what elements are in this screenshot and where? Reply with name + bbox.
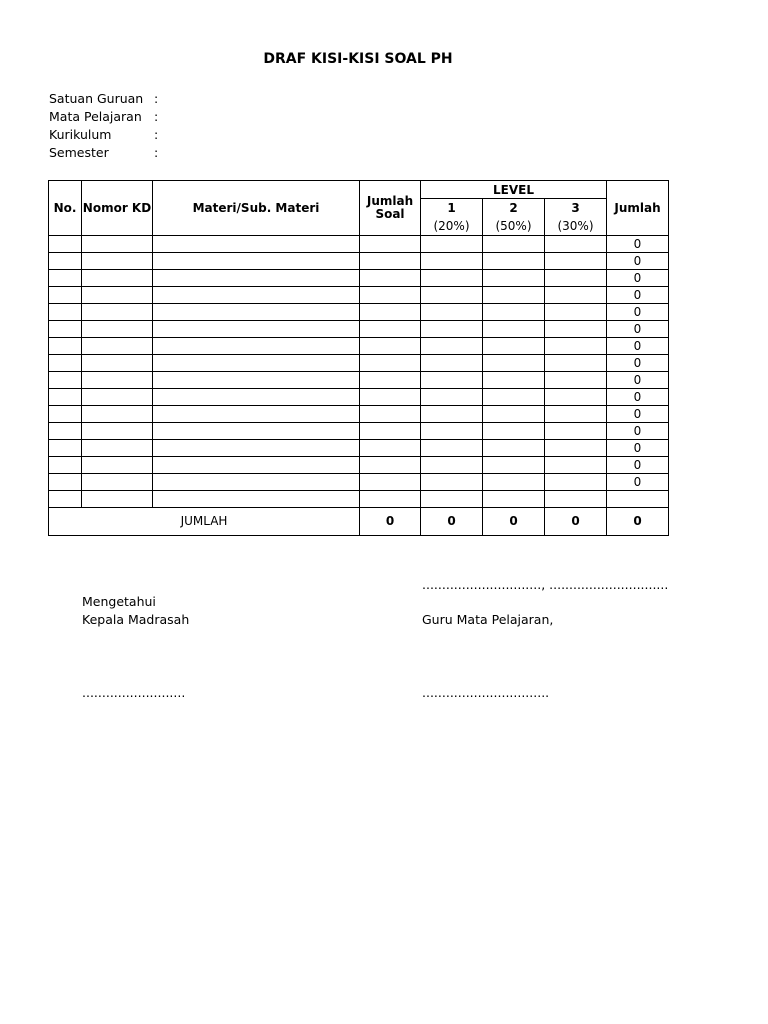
table-cell <box>153 422 360 439</box>
table-cell <box>82 252 153 269</box>
table-cell <box>153 235 360 252</box>
table-cell <box>545 405 607 422</box>
table-cell <box>49 473 82 490</box>
table-cell <box>360 371 421 388</box>
table-cell <box>421 286 483 303</box>
table-cell <box>483 388 545 405</box>
table-cell <box>153 337 360 354</box>
table-cell <box>360 439 421 456</box>
row-jumlah-cell: 0 <box>607 405 669 422</box>
table-cell <box>153 286 360 303</box>
table-cell <box>545 371 607 388</box>
table-cell <box>483 422 545 439</box>
table-cell <box>153 354 360 371</box>
table-cell <box>483 473 545 490</box>
meta-colon: : <box>154 91 159 106</box>
table-cell <box>153 405 360 422</box>
table-cell <box>421 354 483 371</box>
table-row <box>49 473 669 490</box>
row-jumlah-cell: 0 <box>607 235 669 252</box>
signature-right-name: ................................ <box>422 685 550 700</box>
row-jumlah-cell: 0 <box>607 456 669 473</box>
table-cell <box>360 490 421 507</box>
total-level2: 0 <box>483 507 545 535</box>
table-cell <box>82 439 153 456</box>
table-row <box>49 269 669 286</box>
table-row <box>49 388 669 405</box>
table-cell <box>153 320 360 337</box>
table-row <box>49 422 669 439</box>
signature-left-name: .......................... <box>82 685 186 700</box>
header-level2-num: 2 <box>483 199 545 218</box>
table-cell <box>360 303 421 320</box>
table-cell <box>483 439 545 456</box>
document-title: DRAF KISI-KISI SOAL PH <box>263 51 453 67</box>
table-cell <box>483 456 545 473</box>
table-cell <box>82 235 153 252</box>
table-row <box>49 320 669 337</box>
header-level2-pct: (50%) <box>483 217 545 235</box>
header-jumlah-soal-line2: Soal <box>375 206 405 221</box>
header-materi: Materi/Sub. Materi <box>153 181 360 236</box>
table-cell <box>545 388 607 405</box>
table-cell <box>360 320 421 337</box>
meta-label: Mata Pelajaran <box>49 109 142 124</box>
table-cell <box>360 354 421 371</box>
table-cell <box>421 371 483 388</box>
table-cell <box>82 473 153 490</box>
table-cell <box>483 337 545 354</box>
header-jumlah-soal-line1: Jumlah <box>366 193 414 208</box>
table-cell <box>421 320 483 337</box>
row-jumlah-cell: 0 <box>607 252 669 269</box>
header-jumlah: Jumlah <box>607 181 669 236</box>
table-cell <box>82 354 153 371</box>
header-jumlah-soal <box>360 181 421 236</box>
table-row <box>49 439 669 456</box>
table-cell <box>545 354 607 371</box>
kisi-kisi-table <box>48 180 669 536</box>
table-cell <box>82 388 153 405</box>
table-cell <box>153 269 360 286</box>
header-no: No. <box>49 181 82 236</box>
table-cell <box>82 337 153 354</box>
table-cell <box>49 286 82 303</box>
table-cell <box>153 456 360 473</box>
row-jumlah-cell: 0 <box>607 422 669 439</box>
row-jumlah-cell: 0 <box>607 388 669 405</box>
table-cell <box>545 252 607 269</box>
signature-left-line2: Kepala Madrasah <box>82 612 190 627</box>
table-cell <box>49 337 82 354</box>
row-jumlah-cell <box>607 490 669 507</box>
table-cell <box>49 303 82 320</box>
table-cell <box>545 456 607 473</box>
total-label: JUMLAH <box>49 507 360 535</box>
table-cell <box>360 473 421 490</box>
table-cell <box>421 405 483 422</box>
table-cell <box>545 303 607 320</box>
table-cell <box>421 235 483 252</box>
table-cell <box>82 490 153 507</box>
row-jumlah-cell: 0 <box>607 337 669 354</box>
table-cell <box>483 320 545 337</box>
header-level1-pct: (20%) <box>421 217 483 235</box>
table-cell <box>421 337 483 354</box>
row-jumlah-cell: 0 <box>607 439 669 456</box>
table-cell <box>49 422 82 439</box>
header-level: LEVEL <box>421 181 607 199</box>
meta-block <box>49 90 158 162</box>
meta-colon: : <box>154 145 159 160</box>
meta-row-satuan <box>49 90 158 108</box>
table-cell <box>82 456 153 473</box>
table-cell <box>49 354 82 371</box>
signature-left-line1: Mengetahui <box>82 594 156 609</box>
table-cell <box>483 371 545 388</box>
row-jumlah-cell: 0 <box>607 473 669 490</box>
table-cell <box>360 286 421 303</box>
table-cell <box>483 286 545 303</box>
table-cell <box>153 371 360 388</box>
table-cell <box>49 269 82 286</box>
table-cell <box>545 422 607 439</box>
meta-label: Semester <box>49 145 109 160</box>
row-jumlah-cell: 0 <box>607 354 669 371</box>
total-level1: 0 <box>421 507 483 535</box>
table-row <box>49 303 669 320</box>
table-cell <box>545 286 607 303</box>
meta-colon: : <box>154 109 159 124</box>
signature-right-line1: Guru Mata Pelajaran, <box>422 612 554 627</box>
table-cell <box>483 354 545 371</box>
row-jumlah-cell: 0 <box>607 303 669 320</box>
table-cell <box>49 388 82 405</box>
header-level3-pct: (30%) <box>545 217 607 235</box>
table-cell <box>421 388 483 405</box>
table-cell <box>360 337 421 354</box>
table-row <box>49 337 669 354</box>
row-jumlah-cell: 0 <box>607 269 669 286</box>
table-cell <box>483 405 545 422</box>
table-cell <box>82 286 153 303</box>
table-cell <box>421 439 483 456</box>
row-jumlah-cell: 0 <box>607 371 669 388</box>
table-row <box>49 405 669 422</box>
table-cell <box>421 252 483 269</box>
table-cell <box>82 303 153 320</box>
table-cell <box>153 439 360 456</box>
table-cell <box>545 439 607 456</box>
table-row <box>49 490 669 507</box>
table-cell <box>360 422 421 439</box>
meta-label: Kurikulum <box>49 127 112 142</box>
table-cell <box>421 269 483 286</box>
table-cell <box>545 320 607 337</box>
total-row <box>49 507 669 535</box>
table-cell <box>545 235 607 252</box>
table-cell <box>82 405 153 422</box>
table-cell <box>360 405 421 422</box>
table-cell <box>483 303 545 320</box>
total-level3: 0 <box>545 507 607 535</box>
table-body <box>49 235 669 507</box>
table-row <box>49 354 669 371</box>
table-cell <box>153 388 360 405</box>
table-cell <box>82 320 153 337</box>
table-cell <box>49 456 82 473</box>
table-cell <box>49 490 82 507</box>
table-cell <box>483 252 545 269</box>
table-cell <box>82 371 153 388</box>
table-cell <box>483 235 545 252</box>
table-cell <box>360 388 421 405</box>
header-level3-num: 3 <box>545 199 607 218</box>
table-cell <box>153 303 360 320</box>
table-cell <box>49 371 82 388</box>
table-cell <box>153 490 360 507</box>
table-cell <box>153 473 360 490</box>
table-cell <box>545 473 607 490</box>
table-row <box>49 252 669 269</box>
meta-colon: : <box>154 127 159 142</box>
table-cell <box>360 252 421 269</box>
place-date-line: .............................., .............................. <box>422 577 669 592</box>
table-cell <box>360 269 421 286</box>
meta-label: Satuan Guruan <box>49 91 144 106</box>
total-jumlah-soal: 0 <box>360 507 421 535</box>
table-row <box>49 371 669 388</box>
table-cell <box>483 490 545 507</box>
table-cell <box>421 473 483 490</box>
table-cell <box>360 456 421 473</box>
table-cell <box>360 235 421 252</box>
table-cell <box>82 269 153 286</box>
table-cell <box>49 252 82 269</box>
row-jumlah-cell: 0 <box>607 320 669 337</box>
table-cell <box>49 235 82 252</box>
table-cell <box>421 422 483 439</box>
meta-row-semester <box>49 144 158 162</box>
meta-row-kurikulum <box>49 126 158 144</box>
meta-row-mapel <box>49 108 158 126</box>
table-cell <box>421 303 483 320</box>
table-row <box>49 286 669 303</box>
table-cell <box>483 269 545 286</box>
table-cell <box>421 490 483 507</box>
table-cell <box>49 439 82 456</box>
table-cell <box>49 405 82 422</box>
header-level1-num: 1 <box>421 199 483 218</box>
header-nomor-kd: Nomor KD <box>82 181 153 236</box>
table-cell <box>545 490 607 507</box>
table-cell <box>153 252 360 269</box>
row-jumlah-cell: 0 <box>607 286 669 303</box>
table-cell <box>82 422 153 439</box>
total-jumlah: 0 <box>607 507 669 535</box>
table-cell <box>545 337 607 354</box>
table-row <box>49 456 669 473</box>
table-cell <box>49 320 82 337</box>
table-cell <box>421 456 483 473</box>
table-row <box>49 235 669 252</box>
table-cell <box>545 269 607 286</box>
